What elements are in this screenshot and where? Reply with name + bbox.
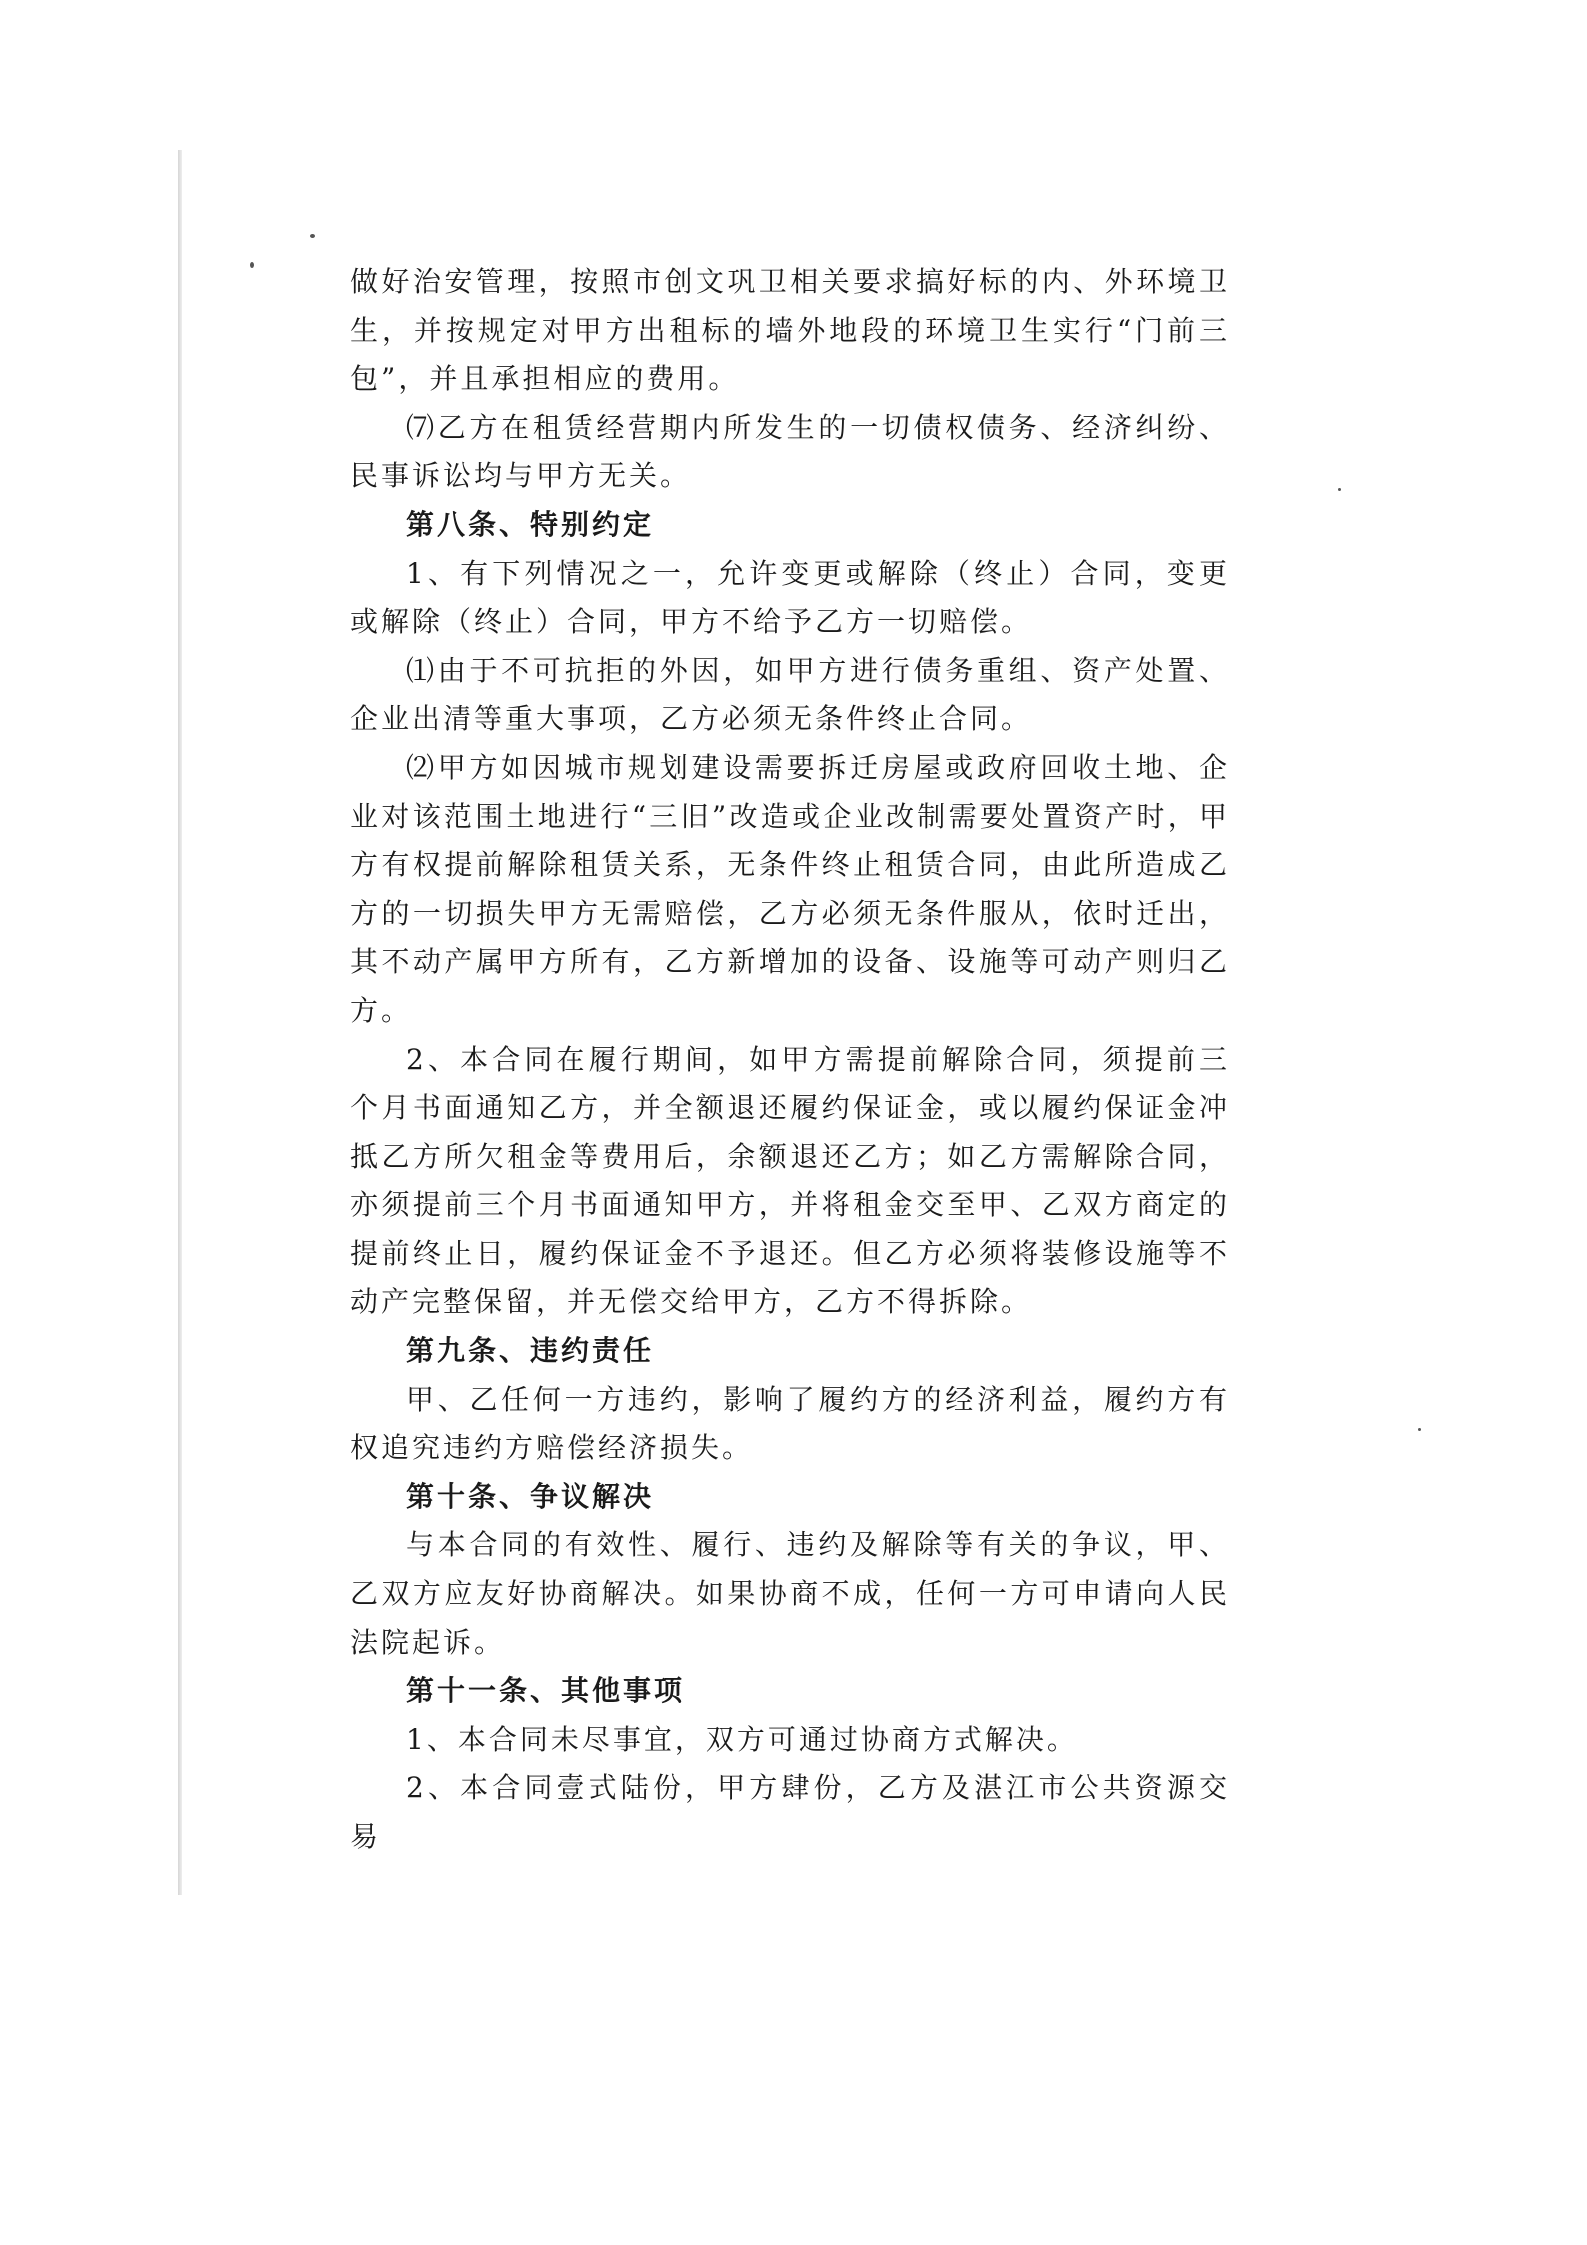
paragraph: ⑺乙方在租赁经营期内所发生的一切债权债务、经济纠纷、民事诉讼均与甲方无关。 <box>350 410 1230 493</box>
paragraph: 与本合同的有效性、履行、违约及解除等有关的争议，甲、乙双方应友好协商解决。如果协商不成，任何一方可申请向人民法院起诉。 <box>350 1528 1230 1659</box>
paragraph: 甲、乙任何一方违约，影响了履约方的经济利益，履约方有权追究违约方赔偿经济损失。 <box>350 1382 1230 1465</box>
section-heading: 第十一条、其他事项 <box>406 1674 686 1708</box>
scan-speck <box>250 262 254 268</box>
paragraph: 1、有下列情况之一，允许变更或解除（终止）合同，变更或解除（终止）合同，甲方不给予乙方一切赔偿。 <box>350 556 1230 639</box>
contract-page-body <box>350 258 1230 1862</box>
scan-speck <box>310 234 315 238</box>
scan-speck <box>1418 1428 1421 1431</box>
paragraph: ⑵甲方如因城市规划建设需要拆迁房屋或政府回收土地、企业对该范围土地进行“三旧”改造或企业改制需要处置资产时，甲方有权提前解除租赁关系，无条件终止租赁合同，由此所造成乙方的一切损失甲方无需赔偿，乙方必须无条件服从，依时迁出，其不动产属甲方所有，乙方新增加的设备、设施等可动产则归乙方。 <box>350 750 1230 1027</box>
paragraph: 2、本合同壹式陆份，甲方肆份，乙方及湛江市公共资源交易 <box>350 1771 1230 1853</box>
paragraph: ⑴由于不可抗拒的外因，如甲方进行债务重组、资产处置、企业出清等重大事项，乙方必须无条件终止合同。 <box>350 653 1230 736</box>
paragraph: 做好治安管理，按照市创文巩卫相关要求搞好标的内、外环境卫生，并按规定对甲方出租标的墙外地段的环境卫生实行“门前三包”，并且承担相应的费用。 <box>350 265 1230 396</box>
paragraph: 2、本合同在履行期间，如甲方需提前解除合同，须提前三个月书面通知乙方，并全额退还履约保证金，或以履约保证金冲抵乙方所欠租金等费用后，余额退还乙方；如乙方需解除合同，亦须提前三个月书面通知甲方，并将租金交至甲、乙双方商定的提前终止日，履约保证金不予退还。但乙方必须将装修设施等不动产完整保留，并无偿交给甲方，乙方不得拆除。 <box>350 1042 1230 1319</box>
section-heading: 第九条、违约责任 <box>406 1334 655 1368</box>
section-heading: 第八条、特别约定 <box>406 507 655 541</box>
scan-speck <box>1338 488 1341 491</box>
scan-edge-shadow <box>178 150 182 1895</box>
paragraph: 1、本合同未尽事宜，双方可通过协商方式解决。 <box>406 1722 1078 1756</box>
section-heading: 第十条、争议解决 <box>406 1479 655 1513</box>
